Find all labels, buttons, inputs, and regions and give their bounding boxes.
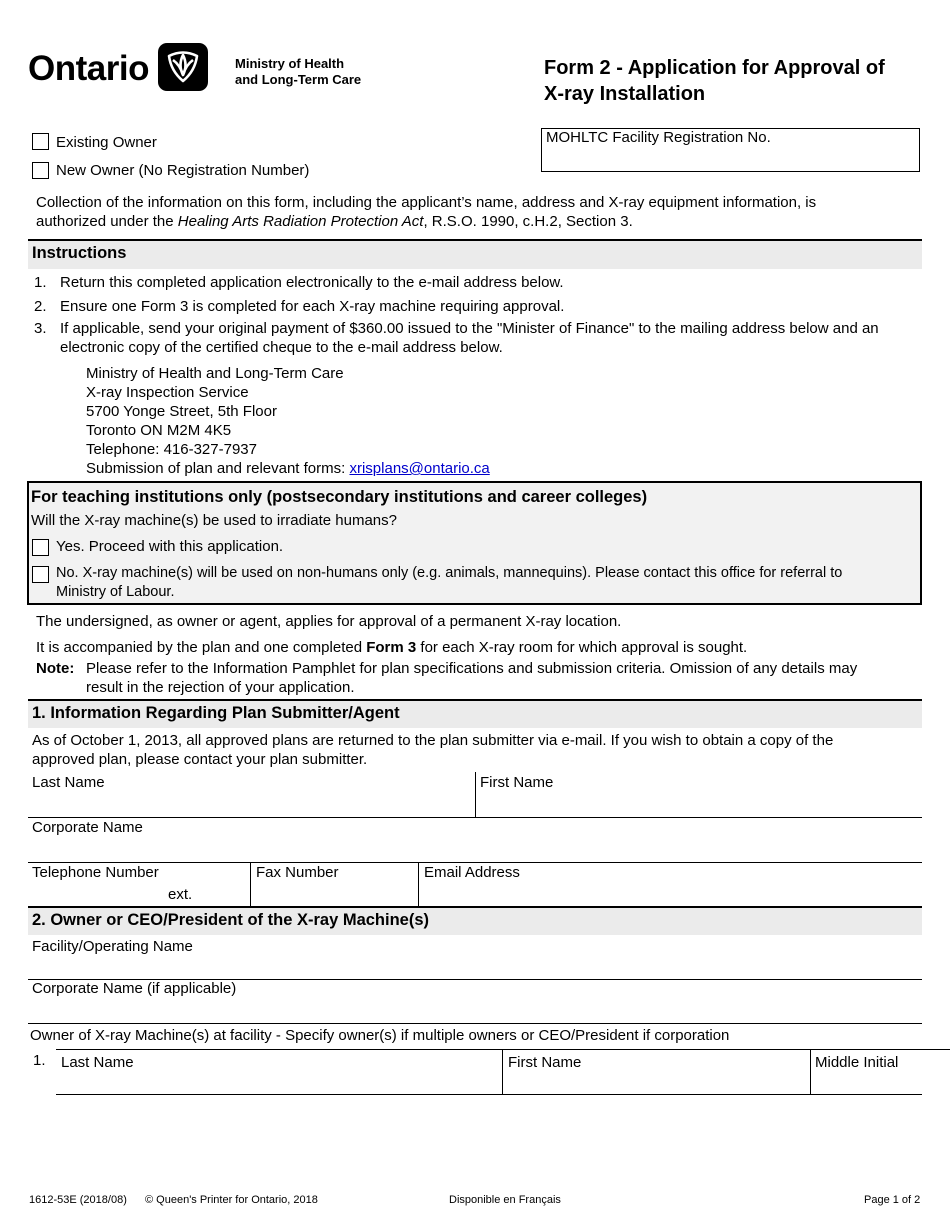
instruction-1-num: 1. bbox=[34, 274, 47, 291]
trillium-logo-icon bbox=[158, 43, 208, 91]
collection-line-2-post: , R.S.O. 1990, c.H.2, Section 3. bbox=[423, 213, 633, 230]
agent-name-divider bbox=[475, 772, 476, 817]
instructions-title: Instructions bbox=[32, 244, 127, 262]
teaching-no-line-2: Ministry of Labour. bbox=[56, 584, 175, 600]
note-text bbox=[86, 659, 857, 697]
agent-telephone-input[interactable] bbox=[28, 882, 164, 906]
ministry-line-1: Ministry of Health bbox=[235, 56, 345, 71]
owner-corporate-name-input[interactable] bbox=[28, 998, 922, 1022]
address-line-4: Toronto ON M2M 4K5 bbox=[86, 422, 232, 439]
address-line-3: 5700 Yonge Street, 5th Floor bbox=[86, 403, 277, 420]
owner-middle-initial-input[interactable] bbox=[812, 1071, 921, 1093]
instructions-header-bar bbox=[28, 239, 922, 269]
agent-email-input[interactable] bbox=[420, 882, 921, 906]
owner-first-name-label: First Name bbox=[508, 1054, 582, 1071]
existing-owner-label: Existing Owner bbox=[56, 134, 157, 151]
section-2-title: 2. Owner or CEO/President of the X-ray Machine(s) bbox=[32, 911, 430, 929]
instruction-3-line-2: electronic copy of the certified cheque to the e-mail address below. bbox=[60, 339, 503, 356]
teaching-no-line-1: No. X-ray machine(s) will be used on non-humans only (e.g. animals, mannequins). Please contact this office for referral to bbox=[56, 565, 843, 581]
submission-label: Submission of plan and relevant forms: bbox=[86, 460, 350, 477]
agent-first-name-label: First Name bbox=[480, 774, 554, 791]
teaching-question: Will the X-ray machine(s) be used to irradiate humans? bbox=[31, 512, 397, 529]
instruction-3-line-1: If applicable, send your original payment of $360.00 issued to the "Minister of Finance" to the mailing address below and an bbox=[60, 320, 879, 337]
owner-corporate-name-label: Corporate Name (if applicable) bbox=[32, 980, 237, 997]
address-line-1: Ministry of Health and Long-Term Care bbox=[86, 365, 344, 382]
instruction-1-text: Return this completed application electronically to the e-mail address below. bbox=[60, 274, 564, 291]
owner-row-number: 1. bbox=[33, 1052, 46, 1069]
section-1-intro-line-1: As of October 1, 2013, all approved plans are returned to the plan submitter via e-mail. If you wish to obtain a copy of the bbox=[32, 732, 834, 749]
collection-notice bbox=[36, 193, 816, 231]
telephone-fax-divider bbox=[250, 862, 251, 907]
section-1-title: 1. Information Regarding Plan Submitter/Agent bbox=[32, 704, 400, 722]
agent-name-row-border bbox=[28, 817, 922, 818]
agent-fax-label: Fax Number bbox=[256, 864, 339, 881]
agent-fax-input[interactable] bbox=[252, 882, 417, 906]
owner-name-divider-1 bbox=[502, 1049, 503, 1094]
ministry-name bbox=[235, 56, 361, 88]
french-availability: Disponible en Français bbox=[449, 1194, 561, 1206]
form-title bbox=[544, 55, 944, 107]
submission-line bbox=[86, 459, 490, 478]
owner-first-name-input[interactable] bbox=[504, 1071, 809, 1093]
note-line-2: result in the rejection of your application. bbox=[86, 679, 355, 696]
owner-row-top-border bbox=[56, 1049, 950, 1050]
address-line-2: X-ray Inspection Service bbox=[86, 384, 249, 401]
form-title-line-2: X-ray Installation bbox=[544, 83, 706, 105]
instruction-3-text bbox=[60, 319, 879, 357]
address-line-5: Telephone: 416-327-7937 bbox=[86, 441, 257, 458]
facility-name-input[interactable] bbox=[28, 955, 922, 978]
act-name: Healing Arts Radiation Protection Act bbox=[177, 213, 424, 230]
owner-middle-initial-label: Middle Initial bbox=[815, 1054, 899, 1071]
agent-corporate-name-input[interactable] bbox=[28, 836, 922, 861]
agent-email-label: Email Address bbox=[424, 864, 520, 881]
section-1-intro bbox=[32, 731, 833, 769]
fax-email-divider bbox=[418, 862, 419, 907]
owner-row-bottom-border bbox=[56, 1094, 922, 1095]
teaching-no-label bbox=[56, 564, 842, 602]
mailing-address bbox=[86, 364, 490, 478]
agent-ext-label: ext. bbox=[168, 886, 193, 903]
agent-first-name-input[interactable] bbox=[477, 790, 921, 816]
ontario-logo-text: Ontario bbox=[28, 49, 149, 88]
note-label: Note: bbox=[36, 660, 75, 677]
declaration-line-2-pre: It is accompanied by the plan and one completed bbox=[36, 639, 367, 656]
owner-instruction: Owner of X-ray Machine(s) at facility - Specify owner(s) if multiple owners or CEO/President if corporation bbox=[30, 1027, 730, 1044]
collection-line-2 bbox=[36, 212, 816, 231]
new-owner-label: New Owner (No Registration Number) bbox=[56, 162, 310, 179]
registration-number-label: MOHLTC Facility Registration No. bbox=[546, 129, 771, 146]
existing-owner-checkbox[interactable] bbox=[32, 133, 49, 150]
teaching-yes-label: Yes. Proceed with this application. bbox=[56, 538, 284, 555]
teaching-title: For teaching institutions only (postsecondary institutions and career colleges) bbox=[31, 488, 648, 506]
declaration-line-2 bbox=[36, 638, 747, 657]
form-number: 1612-53E (2018/08) bbox=[29, 1194, 127, 1206]
instruction-2-text: Ensure one Form 3 is completed for each X-ray machine requiring approval. bbox=[60, 298, 565, 315]
ministry-line-2: and Long-Term Care bbox=[235, 72, 362, 87]
page-number: Page 1 of 2 bbox=[864, 1194, 921, 1206]
collection-line-2-pre: authorized under the bbox=[36, 213, 178, 230]
agent-telephone-label: Telephone Number bbox=[32, 864, 159, 881]
agent-corporate-name-label: Corporate Name bbox=[32, 819, 143, 836]
facility-name-label: Facility/Operating Name bbox=[32, 938, 193, 955]
submission-email-link[interactable]: xrisplans@ontario.ca bbox=[349, 460, 490, 477]
declaration-line-1: The undersigned, as owner or agent, applies for approval of a permanent X-ray location. bbox=[36, 613, 622, 630]
instruction-3-num: 3. bbox=[34, 320, 47, 337]
teaching-yes-checkbox[interactable] bbox=[32, 539, 49, 556]
section-1-intro-line-2: approved plan, please contact your plan submitter. bbox=[32, 751, 368, 768]
form-title-line-1: Form 2 - Application for Approval of bbox=[544, 57, 885, 79]
owner-corporate-row-border bbox=[28, 1023, 922, 1024]
declaration-line-2-post: for each X-ray room for which approval is sought. bbox=[416, 639, 748, 656]
agent-last-name-input[interactable] bbox=[28, 790, 474, 816]
owner-last-name-input[interactable] bbox=[56, 1071, 501, 1093]
owner-last-name-label: Last Name bbox=[61, 1054, 134, 1071]
owner-name-divider-2 bbox=[810, 1049, 811, 1094]
collection-line-1: Collection of the information on this form, including the applicant’s name, address and X-ray equipment information, is bbox=[36, 194, 817, 211]
declaration-form3: Form 3 bbox=[366, 639, 417, 656]
new-owner-checkbox[interactable] bbox=[32, 162, 49, 179]
teaching-no-checkbox[interactable] bbox=[32, 566, 49, 583]
agent-last-name-label: Last Name bbox=[32, 774, 105, 791]
copyright: © Queen's Printer for Ontario, 2018 bbox=[145, 1194, 318, 1206]
note-line-1: Please refer to the Information Pamphlet for plan specifications and submission criteria. Omission of any details may bbox=[86, 660, 858, 677]
agent-ext-input[interactable] bbox=[196, 882, 249, 906]
instruction-2-num: 2. bbox=[34, 298, 47, 315]
